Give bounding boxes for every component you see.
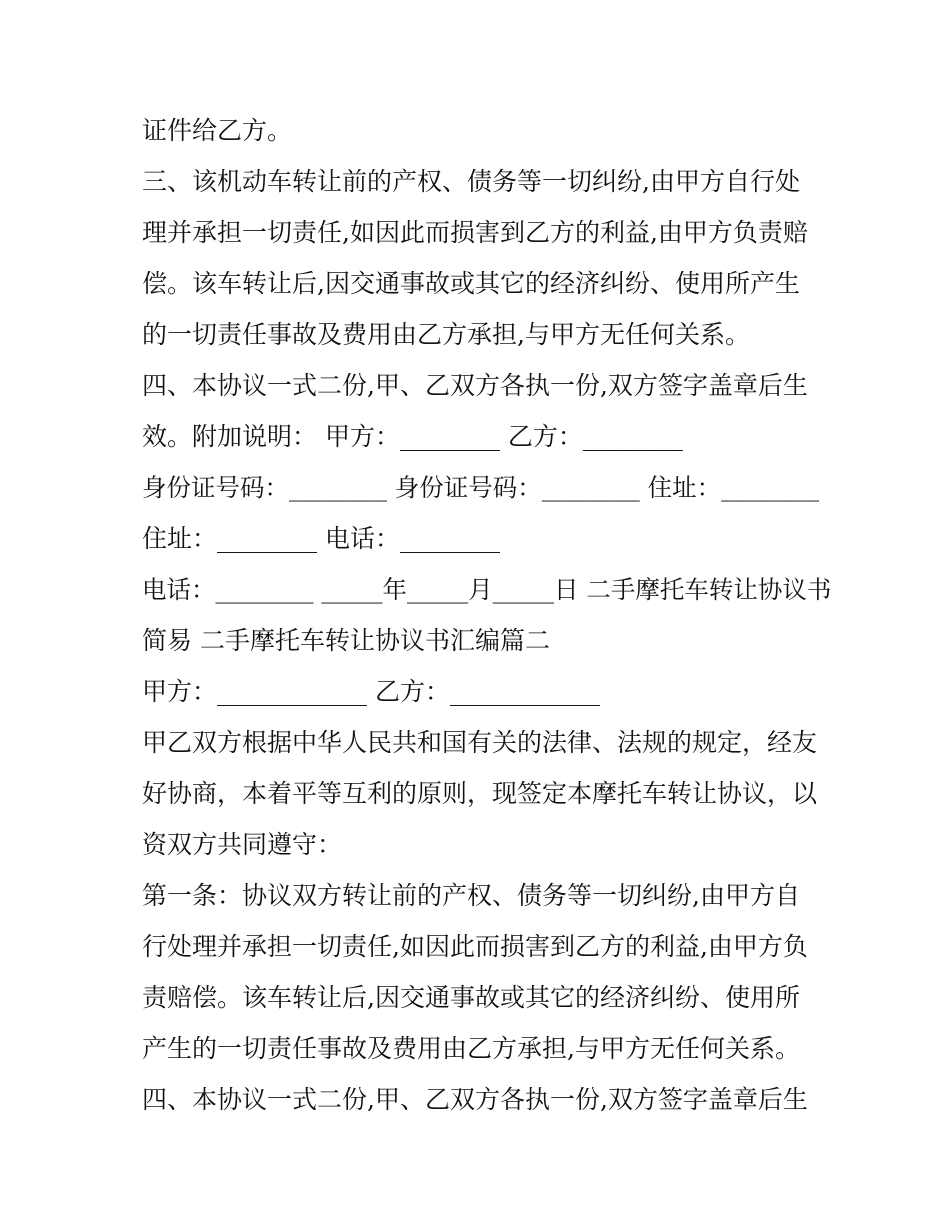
document-body <box>142 105 832 1125</box>
text-line: 身份证号码：________ 身份证号码：________ 住址：________ <box>142 473 820 502</box>
text-line: 好协商，本着平等互利的原则，现签定本摩托车转让协议，以 <box>142 779 818 808</box>
text-line: 偿。该车转让后,因交通事故或其它的经济纠纷、使用所产生 <box>142 269 800 298</box>
text-line: 理并承担一切责任,如因此而损害到乙方的利益,由甲方负责赔 <box>142 218 808 247</box>
text-line: 第一条：协议双方转让前的产权、债务等一切纠纷,由甲方自 <box>142 881 800 910</box>
text-line: 资双方共同遵守： <box>142 830 343 859</box>
text-line: 四、本协议一式二份,甲、乙双方各执一份,双方签字盖章后生 <box>142 371 808 400</box>
text-line: 三、该机动车转让前的产权、债务等一切纠纷,由甲方自行处 <box>142 167 800 196</box>
text-line: 甲方：____________ 乙方：____________ <box>142 677 600 706</box>
text-line: 证件给乙方。 <box>142 116 293 145</box>
text-line: 住址：________ 电话：________ <box>142 524 500 553</box>
text-line: 效。附加说明： 甲方：________ 乙方：________ <box>142 422 683 451</box>
text-line: 四、本协议一式二份,甲、乙双方各执一份,双方签字盖章后生 <box>142 1085 808 1114</box>
text-line: 责赔偿。该车转让后,因交通事故或其它的经济纠纷、使用所 <box>142 983 800 1012</box>
text-line: 甲乙双方根据中华人民共和国有关的法律、法规的规定，经友 <box>142 728 818 757</box>
text-line: 电话：________ _____年_____月_____日 二手摩托车转让协议书 <box>142 575 832 604</box>
text-line: 行处理并承担一切责任,如因此而损害到乙方的利益,由甲方负 <box>142 932 808 961</box>
text-line: 简易 二手摩托车转让协议书汇编篇二 <box>142 626 550 655</box>
text-line: 产生的一切责任事故及费用由乙方承担,与甲方无任何关系。 <box>142 1034 800 1063</box>
text-line: 的一切责任事故及费用由乙方承担,与甲方无任何关系。 <box>142 320 750 349</box>
